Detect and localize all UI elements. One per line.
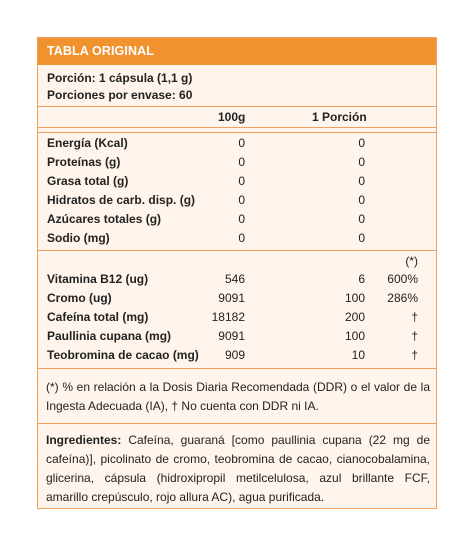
nutrient-value-portion: 0: [358, 174, 365, 188]
nutrient-value-100g: 0: [238, 136, 245, 150]
active-value-100g: 18182: [211, 310, 245, 324]
divider: [38, 106, 436, 107]
active-label: Cromo (ug): [47, 291, 112, 305]
nutrient-value-100g: 0: [238, 231, 245, 245]
active-label: Paullinia cupana (mg): [47, 329, 172, 343]
nutrient-value-portion: 0: [358, 193, 365, 207]
divider: [38, 250, 436, 251]
ingredients-block: [46, 431, 430, 507]
nutrient-value-portion: 0: [358, 231, 365, 245]
nutrient-label: Grasa total (g): [47, 174, 129, 188]
ddr-header: (*): [405, 254, 418, 268]
divider: [38, 132, 436, 133]
active-value-portion: 6: [358, 272, 365, 286]
ingredients-text: Cafeína, guaraná [como paullinia cupana (22 mg de cafeína)], picolinato de cromo, teobromina de cacao, cianocobalamina, glicerina, cápsula (hidroxipropil metilcelulosa, azul brillante FCF, amarillo crepúsculo, rojo allura AC), agua purificada.: [46, 433, 430, 504]
table-title: TABLA ORIGINAL: [38, 38, 436, 65]
footnote: (*) % en relación a la Dosis Diaria Recomendada (DDR) o el valor de la Ingesta Adecuada (IA), † No cuenta con DDR ni IA.: [46, 380, 430, 413]
nutrient-value-100g: 0: [238, 212, 245, 226]
servings-text: Porciones por envase: 60: [47, 88, 193, 102]
nutrient-label: Hidratos de carb. disp. (g): [47, 193, 196, 207]
active-value-portion: 100: [344, 291, 365, 305]
nutrition-table: [37, 37, 437, 509]
portion-text: Porción: 1 cápsula (1,1 g): [47, 71, 193, 85]
active-label: Vitamina B12 (ug): [47, 272, 149, 286]
active-value-portion: 200: [344, 310, 365, 324]
nutrient-value-100g: 0: [238, 193, 245, 207]
col-header-100g: 100g: [218, 110, 246, 124]
active-label: Teobromina de cacao (mg): [47, 348, 199, 362]
active-value-100g: 909: [224, 348, 245, 362]
nutrient-value-portion: 0: [358, 136, 365, 150]
col-header-portion: 1 Porción: [312, 110, 367, 124]
ingredients-label: Ingredientes:: [46, 433, 122, 447]
divider: [38, 423, 436, 424]
nutrient-label: Azúcares totales (g): [47, 212, 162, 226]
nutrient-value-portion: 0: [358, 212, 365, 226]
active-ddr: †: [411, 310, 418, 324]
active-value-portion: 100: [344, 329, 365, 343]
active-ddr: †: [411, 348, 418, 362]
nutrient-label: Proteínas (g): [47, 155, 121, 169]
active-value-portion: 10: [351, 348, 365, 362]
active-ddr: 600%: [387, 272, 418, 286]
nutrient-value-100g: 0: [238, 174, 245, 188]
nutrient-label: Energía (Kcal): [47, 136, 128, 150]
nutrient-label: Sodio (mg): [47, 231, 110, 245]
nutrient-value-100g: 0: [238, 155, 245, 169]
active-value-100g: 546: [224, 272, 245, 286]
active-label: Cafeína total (mg): [47, 310, 149, 324]
active-value-100g: 9091: [218, 291, 245, 305]
active-ddr: 286%: [387, 291, 418, 305]
active-value-100g: 9091: [218, 329, 245, 343]
nutrient-value-portion: 0: [358, 155, 365, 169]
divider: [38, 127, 436, 128]
divider: [38, 368, 436, 369]
active-ddr: †: [411, 329, 418, 343]
